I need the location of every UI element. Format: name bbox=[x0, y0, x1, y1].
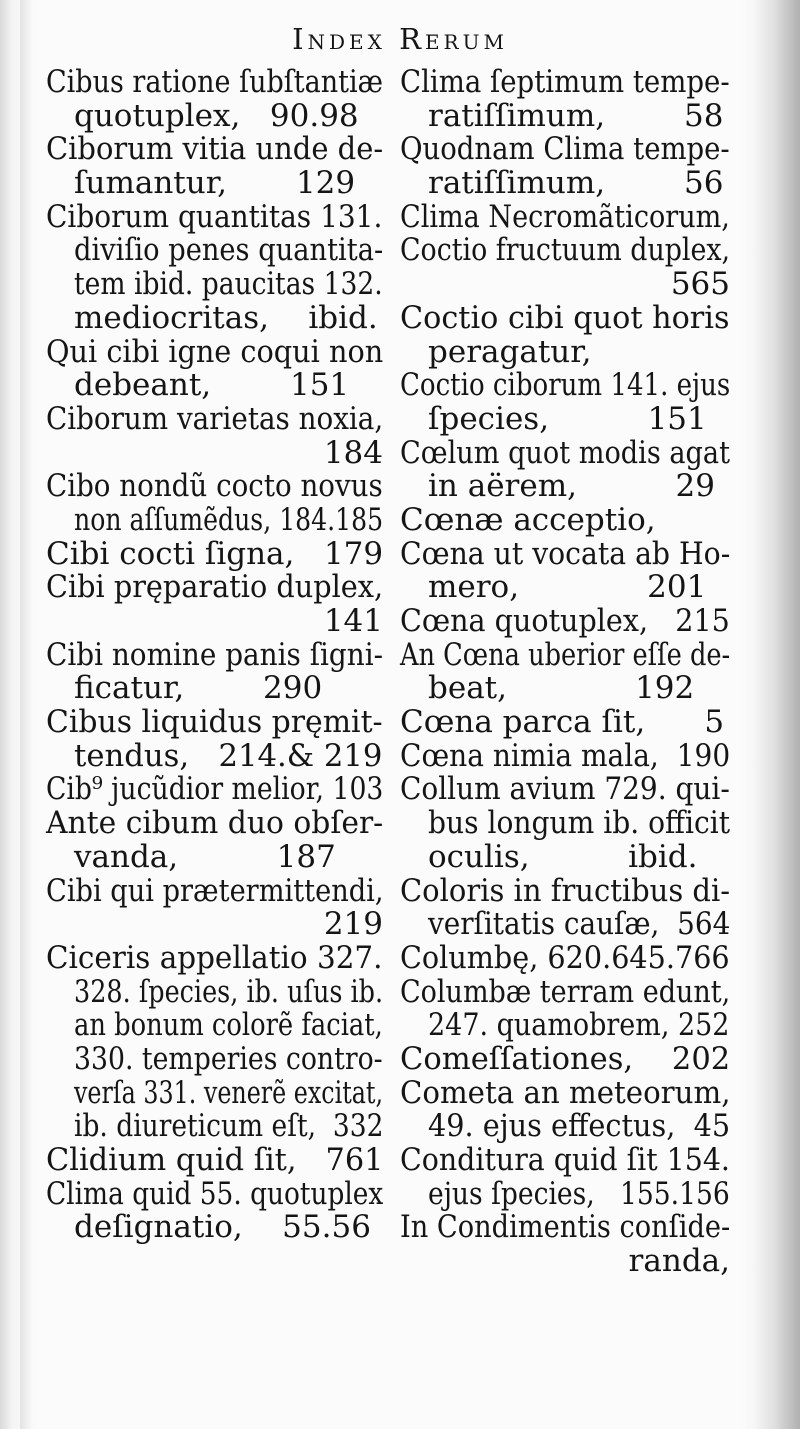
index-line: Cœna nimia mala, 190 bbox=[400, 737, 731, 774]
page-edge-shadow bbox=[754, 0, 800, 1429]
index-line: debeant, 151 bbox=[74, 367, 350, 404]
index-line: Ciceris appellatio 327. bbox=[46, 939, 383, 976]
index-line: Collum avium 729. qui- bbox=[400, 771, 730, 808]
index-line: tem ibid. paucitas 132. bbox=[74, 266, 383, 303]
index-line: Cœlum quot modis agat bbox=[400, 434, 730, 471]
index-line: Ciborum varietas noxia, bbox=[46, 400, 384, 437]
index-line: Coctio fructuum duplex, bbox=[400, 232, 731, 269]
index-line: Clima Necromãticorum, bbox=[400, 198, 730, 235]
index-line: Cibi nomine panis ſigni- bbox=[46, 636, 384, 673]
index-line: ſpecies, 151 bbox=[428, 400, 707, 437]
index-line: 141 bbox=[323, 603, 383, 639]
index-column-right bbox=[400, 66, 730, 1279]
index-line: an bonum colorẽ faciat, bbox=[74, 1007, 383, 1044]
index-line: mediocritas, ibid. bbox=[74, 299, 378, 336]
index-line: non aſſumẽdus, 184.185 bbox=[74, 501, 384, 538]
index-line: Quodnam Clima tempe- bbox=[400, 131, 730, 168]
index-line: Cœna quotuplex, 215 bbox=[400, 603, 730, 639]
index-line: Cibo nondũ cocto novus bbox=[46, 468, 383, 505]
index-line: Cometa an meteorum, bbox=[400, 1074, 731, 1111]
index-line: Clidium quid ſit, 761 bbox=[46, 1142, 384, 1178]
index-line: ratiſſimum, 58 bbox=[428, 97, 724, 134]
index-line: Cibus ratione ſubſtantiæ bbox=[46, 64, 383, 100]
index-line: verſitatis cauſæ, 564 bbox=[428, 906, 731, 943]
index-line: Cibi cocti ſigna, 179 bbox=[46, 535, 384, 572]
index-line: oculis, ibid. bbox=[428, 838, 698, 875]
index-line: ib. diureticum eſt, 332 bbox=[74, 1108, 384, 1145]
index-line: Cibi qui prætermittendi, bbox=[46, 872, 384, 909]
index-line: Coloris in fructibus di- bbox=[400, 872, 731, 909]
index-line: In Condimentis conſide- bbox=[400, 1209, 731, 1246]
index-line: Cibi pręparatio duplex, bbox=[46, 569, 384, 606]
index-line: 49. ejus effectus, 45 bbox=[428, 1108, 731, 1145]
index-line: Coctio cibi quot horis bbox=[400, 299, 730, 336]
index-line: tendus, 214.& 219 bbox=[74, 737, 383, 774]
index-line: Conditura quid ſit 154. bbox=[400, 1142, 730, 1178]
index-line: Cœnæ acceptio, bbox=[400, 501, 656, 538]
index-line: 184 bbox=[323, 434, 383, 471]
index-line: Columbæ terram edunt, bbox=[400, 973, 731, 1010]
index-line: Ciborum vitia unde de- bbox=[46, 131, 384, 168]
index-line: 219 bbox=[323, 906, 383, 943]
index-line: Ciborum quantitas 131. bbox=[46, 198, 383, 235]
index-line: Clima quid 55. quotuplex bbox=[46, 1175, 384, 1212]
index-line: Cib⁹ jucũdior melior, 103 bbox=[46, 771, 384, 808]
index-column-left bbox=[46, 66, 383, 1245]
index-line: vanda, 187 bbox=[74, 838, 336, 875]
index-line: bus longum ib. officit bbox=[428, 805, 731, 842]
index-line: 247. quamobrem, 252 bbox=[428, 1007, 730, 1044]
index-line: Comeſſationes, 202 bbox=[400, 1040, 731, 1077]
index-line: Cibus liquidus pręmit- bbox=[46, 704, 383, 741]
index-line: An Cœna uberior eſſe de- bbox=[400, 636, 731, 673]
running-header: Index Rerum bbox=[292, 22, 508, 56]
index-line: beat, 192 bbox=[428, 670, 695, 707]
index-line: ficatur, 290 bbox=[74, 670, 323, 707]
index-line: Coctio ciborum 141. ejus bbox=[400, 367, 731, 404]
index-line: randa, bbox=[628, 1243, 730, 1280]
index-line: deſignatio, 55.56 bbox=[74, 1209, 371, 1246]
index-line: in aërem, 29 bbox=[428, 468, 715, 505]
index-line: peragatur, bbox=[428, 333, 592, 370]
index-line: Columbę, 620.645.766 bbox=[400, 939, 730, 976]
gutter-shadow bbox=[20, 0, 32, 1429]
index-line: verſa 331. venerẽ excitat, bbox=[74, 1074, 384, 1111]
index-line: Cœna parca ſit, 5 bbox=[400, 704, 725, 741]
index-line: diviſio penes quantita- bbox=[74, 232, 384, 269]
index-line: ratiſſimum, 56 bbox=[428, 165, 724, 202]
index-line: Qui cibi igne coqui non bbox=[46, 333, 384, 370]
index-line: 565 bbox=[670, 266, 730, 303]
index-line: ejus ſpecies, 155.156 bbox=[428, 1175, 730, 1212]
index-line: Clima ſeptimum tempe- bbox=[400, 64, 730, 100]
index-line: ſumantur, 129 bbox=[74, 165, 356, 202]
index-line: 328. ſpecies, ib. uſus ib. bbox=[74, 973, 384, 1010]
index-line: mero, 201 bbox=[428, 569, 707, 606]
index-line: Cœna ut vocata ab Ho- bbox=[400, 535, 731, 572]
index-line: 330. temperies contro- bbox=[74, 1040, 383, 1077]
index-line: Ante cibum duo obſer- bbox=[46, 805, 384, 842]
index-line: quotuplex, 90.98 bbox=[74, 97, 359, 134]
